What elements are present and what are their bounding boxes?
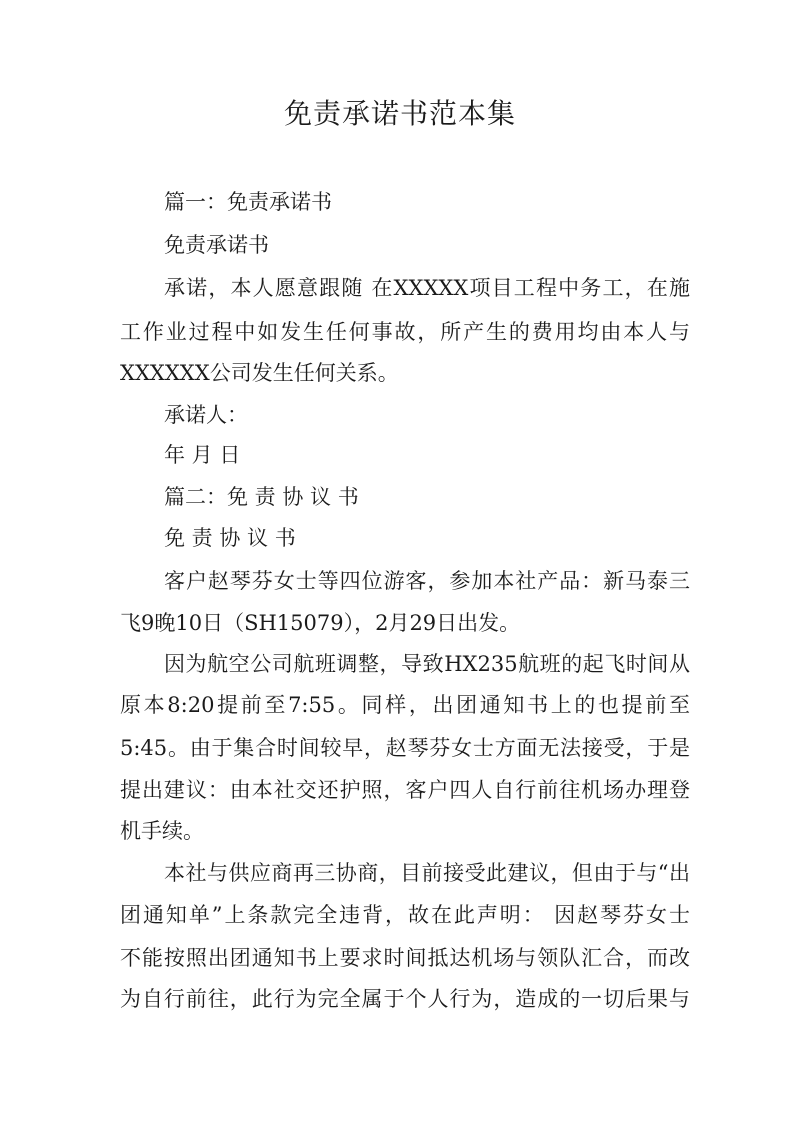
subheading: 免 责 协 议 书 (164, 526, 296, 550)
paragraph-line: XXXXXX公司发生任何关系。 (120, 361, 399, 385)
paragraph-line: 不能按照出团通知书上要求时间抵达机场与领队汇合，而改 (120, 946, 690, 970)
paragraph-line: 因为航空公司航班调整，导致HX235航班的起飞时间从 (164, 652, 690, 676)
paragraph-line: 客户赵琴芬女士等四位游客，参加本社产品：新马泰三 (164, 569, 690, 593)
paragraph-line: 提出建议：由本社交还护照，客户四人自行前往机场办理登 (120, 778, 690, 802)
paragraph-line: 机手续。 (120, 819, 204, 843)
paragraph-line: 飞9晚10日（SH15079），2月29日出发。 (120, 611, 521, 635)
paragraph-line: 工作业过程中如发生任何事故，所产生的费用均由本人与 (120, 320, 690, 344)
paragraph-line: 原本8:20提前至7:55。同样，出团通知书上的也提前至 (120, 693, 690, 717)
signature-label: 承诺人： (164, 403, 248, 427)
paragraph-line: 本社与供应商再三协商，目前接受此建议，但由于与“出 (164, 861, 690, 885)
section-heading: 篇二：免 责 协 议 书 (164, 485, 359, 509)
section-heading: 篇一：免责承诺书 (164, 190, 332, 214)
document-title: 免责承诺书范本集 (283, 97, 516, 130)
paragraph-line: 5:45。由于集合时间较早，赵琴芬女士方面无法接受，于是 (120, 736, 690, 760)
paragraph-line: 承诺，本人愿意跟随 在XXXXX项目工程中务工，在施 (164, 276, 690, 300)
date-line: 年 月 日 (164, 443, 241, 467)
paragraph-line: 为自行前往，此行为完全属于个人行为，造成的一切后果与 (120, 987, 690, 1011)
subheading: 免责承诺书 (164, 233, 269, 257)
paragraph-line: 团通知单”上条款完全违背，故在此声明： 因赵琴芬女士 (120, 903, 690, 927)
